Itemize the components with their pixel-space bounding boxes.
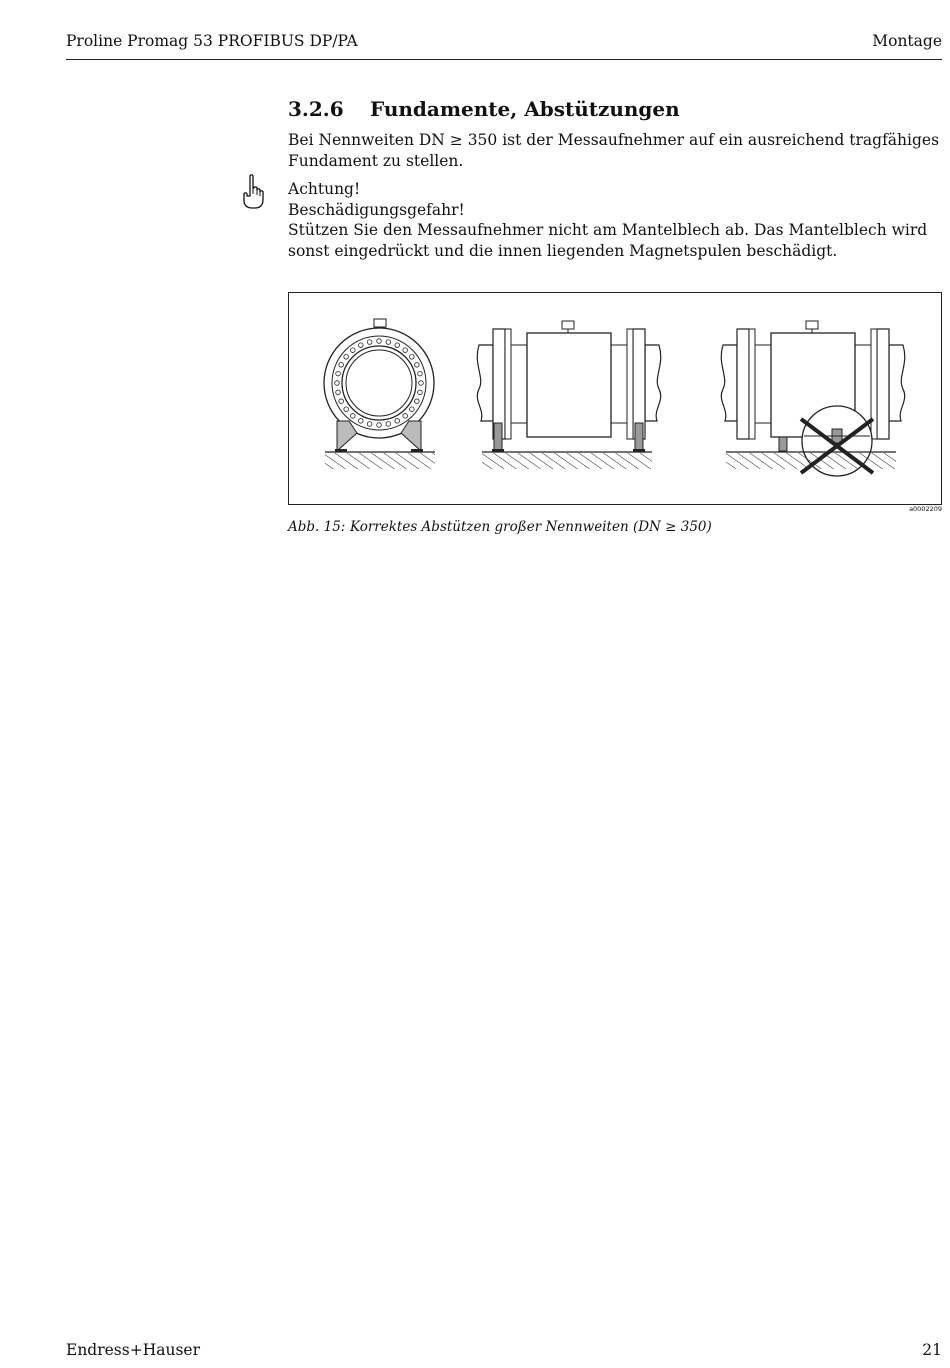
flange-bolt-hole [351, 414, 356, 419]
header-chapter: Montage [872, 32, 942, 50]
flange-bolt-hole [415, 362, 420, 367]
flange-bolt-hole [419, 381, 424, 386]
flange-bolt-hole [410, 355, 415, 360]
flange-bolt-hole [358, 343, 363, 348]
flange-bolt-hole [377, 339, 382, 344]
flange-bolt-hole [415, 399, 420, 404]
warning-text: Stützen Sie den Messaufnehmer nicht am Mantelblech ab. Das Mantelblech wird sonst eingedrückt und die innen liegenden Magnetspulen beschädigt. [288, 221, 928, 260]
support-illustration [289, 293, 943, 506]
front-view-sensor [324, 319, 435, 469]
warning-title: Achtung! [288, 180, 361, 198]
flange-bolt-hole [395, 419, 400, 424]
flange-bolt-hole [335, 381, 340, 386]
section-number: 3.2.6 [288, 97, 344, 121]
flange-bolt-hole [336, 371, 341, 376]
flange-bolt-hole [344, 355, 349, 360]
flange-bolt-hole [367, 340, 372, 345]
flange-bolt-hole [344, 407, 349, 412]
pointing-hand-icon [241, 174, 265, 210]
flange-bolt-hole [403, 348, 408, 353]
header-document-title: Proline Promag 53 PROFIBUS DP/PA [66, 32, 358, 50]
section-title: Fundamente, Abstützungen [370, 97, 680, 121]
flange-bolt-hole [418, 390, 423, 395]
warning-subtitle: Beschädigungsgefahr! [288, 200, 465, 219]
flange-bolt-hole [351, 348, 356, 353]
side-view-incorrect [721, 321, 904, 476]
flange-bolt-hole [367, 422, 372, 427]
flange-bolt-hole [339, 362, 344, 367]
flange-bolt-hole [377, 423, 382, 428]
figure-support-diagram [288, 292, 942, 505]
flange-bolt-hole [386, 340, 391, 345]
footer-company: Endress+Hauser [66, 1341, 200, 1359]
flange-bolt-hole [339, 399, 344, 404]
flange-bolt-hole [418, 371, 423, 376]
flange-bolt-hole [395, 343, 400, 348]
warning-block [288, 179, 943, 261]
flange-bolt-hole [410, 407, 415, 412]
figure-code: a0002209 [909, 505, 942, 513]
side-view-correct [477, 321, 660, 469]
figure-caption-text: Korrektes Abstützen großer Nennweiten (DN ≥ 350) [350, 519, 712, 535]
page-number: 21 [922, 1341, 942, 1359]
header-rule [66, 59, 942, 60]
body-paragraph: Bei Nennweiten DN ≥ 350 ist der Messaufnehmer auf ein ausreichend tragfähiges Fundament zu stellen. [288, 131, 940, 170]
figure-caption-label: Abb. 15: [288, 519, 346, 535]
flange-bolt-hole [336, 390, 341, 395]
flange-bolt-hole [403, 414, 408, 419]
flange-bolt-hole [386, 422, 391, 427]
flange-bolt-hole [358, 419, 363, 424]
